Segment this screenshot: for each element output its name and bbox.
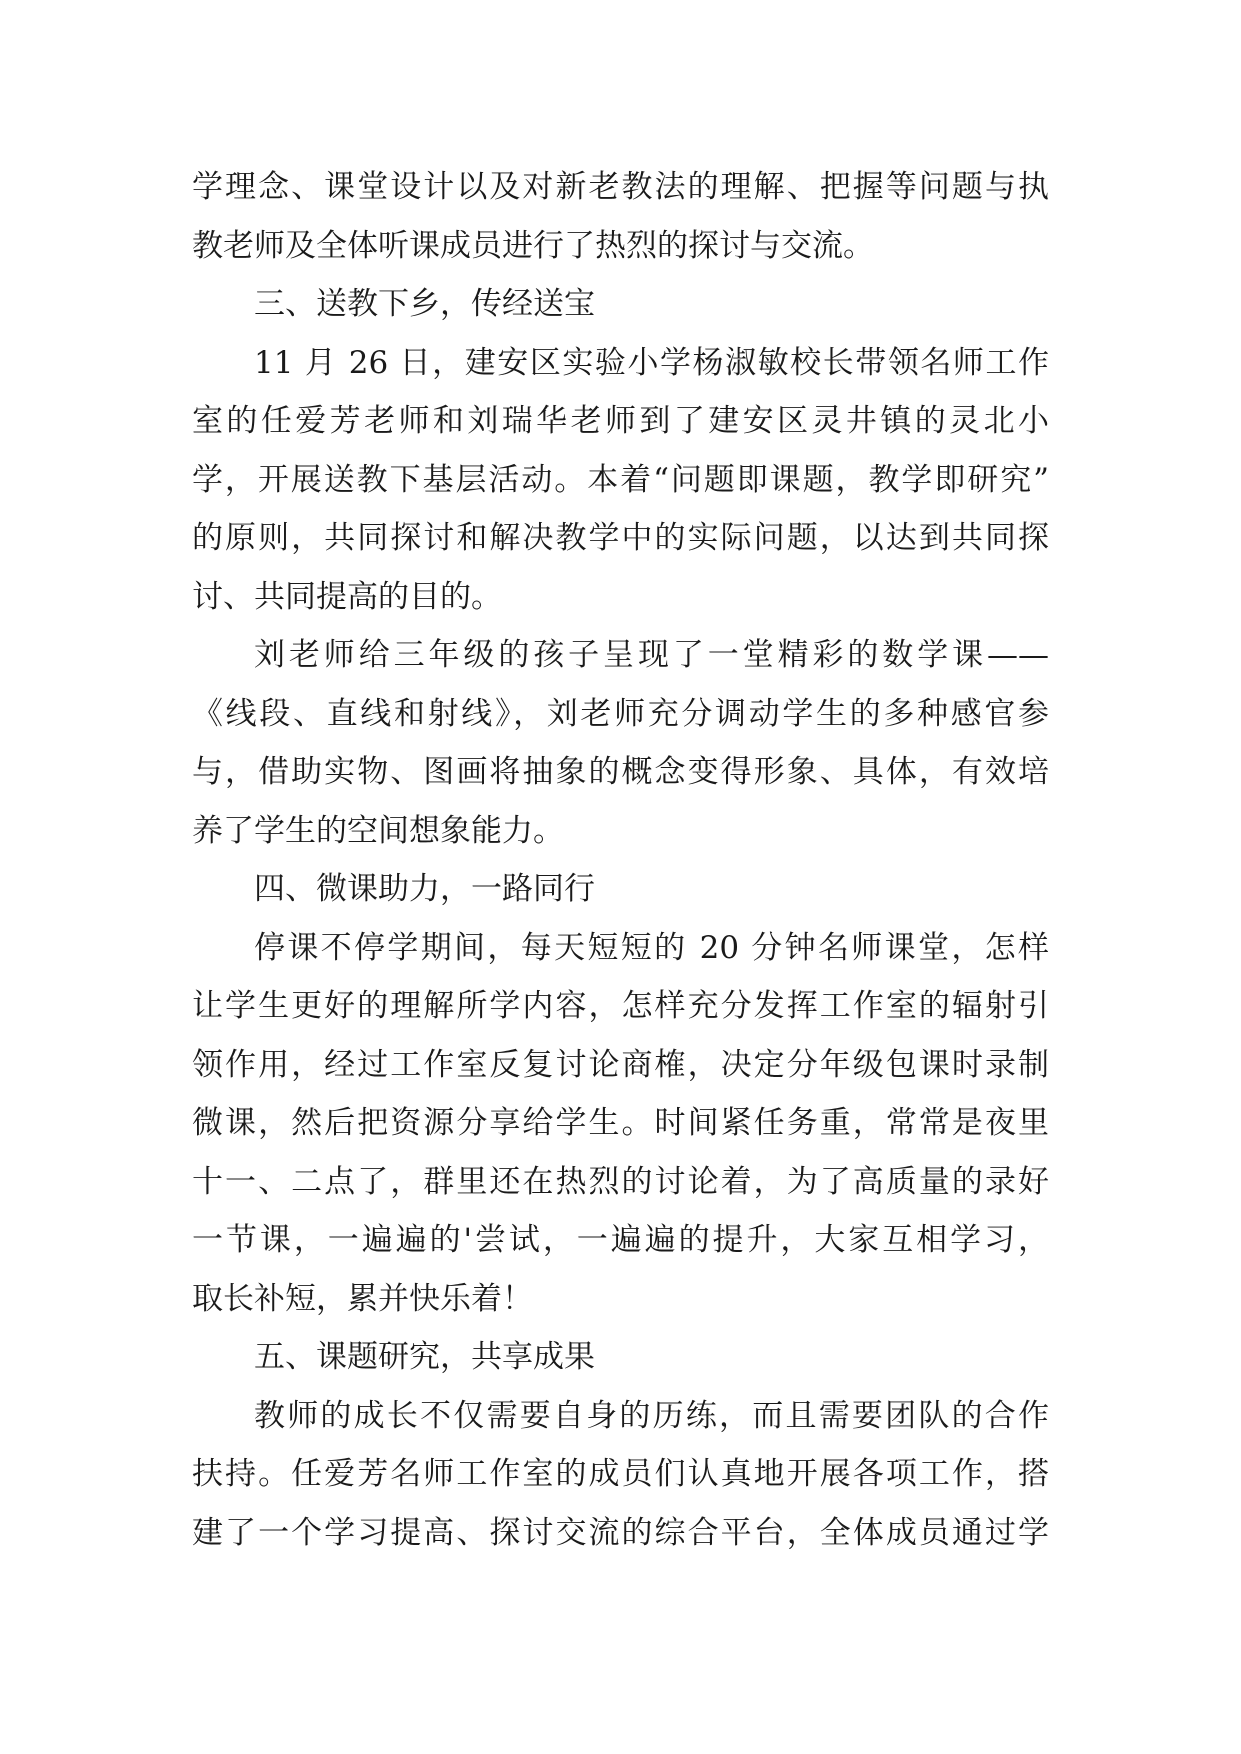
text-line: 《线段、直线和射线》，刘老师充分调动学生的多种感官参 (192, 695, 1049, 732)
text-line: 扶持。任爱芳名师工作室的成员们认真地开展各项工作，搭 (192, 1456, 1049, 1492)
text-line: 教老师及全体听课成员进行了热烈的探讨与交流。 (192, 227, 874, 264)
text-line: 领作用，经过工作室反复讨论商榷，决定分年级包课时录制 (192, 1046, 1049, 1083)
text-line: 教师的成长不仅需要自身的历练，而且需要团队的合作 (254, 1397, 1049, 1434)
text-line: 养了学生的空间想象能力。 (192, 812, 564, 849)
text-line: 室的任爱芳老师和刘瑞华老师到了建安区灵井镇的灵北小 (192, 403, 1049, 439)
text-line: 十一、二点了，群里还在热烈的讨论着，为了高质量的录好 (192, 1163, 1049, 1200)
text-line: 与，借助实物、图画将抽象的概念变得形象、具体，有效培 (192, 754, 1049, 790)
text-line: 取长补短，累并快乐着！ (192, 1280, 533, 1317)
document-page (192, 158, 1049, 1562)
section-heading: 四、微课助力，一路同行 (254, 871, 595, 907)
text-line: 停课不停学期间，每天短短的 20 分钟名师课堂，怎样 (254, 929, 1049, 966)
text-line: 学，开展送教下基层活动。本着“问题即课题，教学即研究” (192, 461, 1049, 498)
text-line: 讨、共同提高的目的。 (192, 578, 502, 615)
text-line: 建了一个学习提高、探讨交流的综合平台，全体成员通过学 (192, 1514, 1049, 1551)
text-line: 让学生更好的理解所学内容，怎样充分发挥工作室的辐射引 (192, 988, 1049, 1024)
text-line: 11 月 26 日，建安区实验小学杨淑敏校长带领名师工作 (254, 344, 1049, 381)
text-line: 刘老师给三年级的孩子呈现了一堂精彩的数学课—— (254, 637, 1049, 673)
section-heading: 三、送教下乡，传经送宝 (254, 286, 595, 322)
text-line: 微课，然后把资源分享给学生。时间紧任务重，常常是夜里 (192, 1105, 1049, 1141)
section-heading: 五、课题研究，共享成果 (254, 1339, 595, 1375)
text-line: 一节课，一遍遍的'尝试，一遍遍的提升，大家互相学习， (192, 1222, 1049, 1258)
text-line: 的原则，共同探讨和解决教学中的实际问题，以达到共同探 (192, 520, 1049, 556)
text-line: 学理念、课堂设计以及对新老教法的理解、把握等问题与执 (192, 169, 1049, 205)
